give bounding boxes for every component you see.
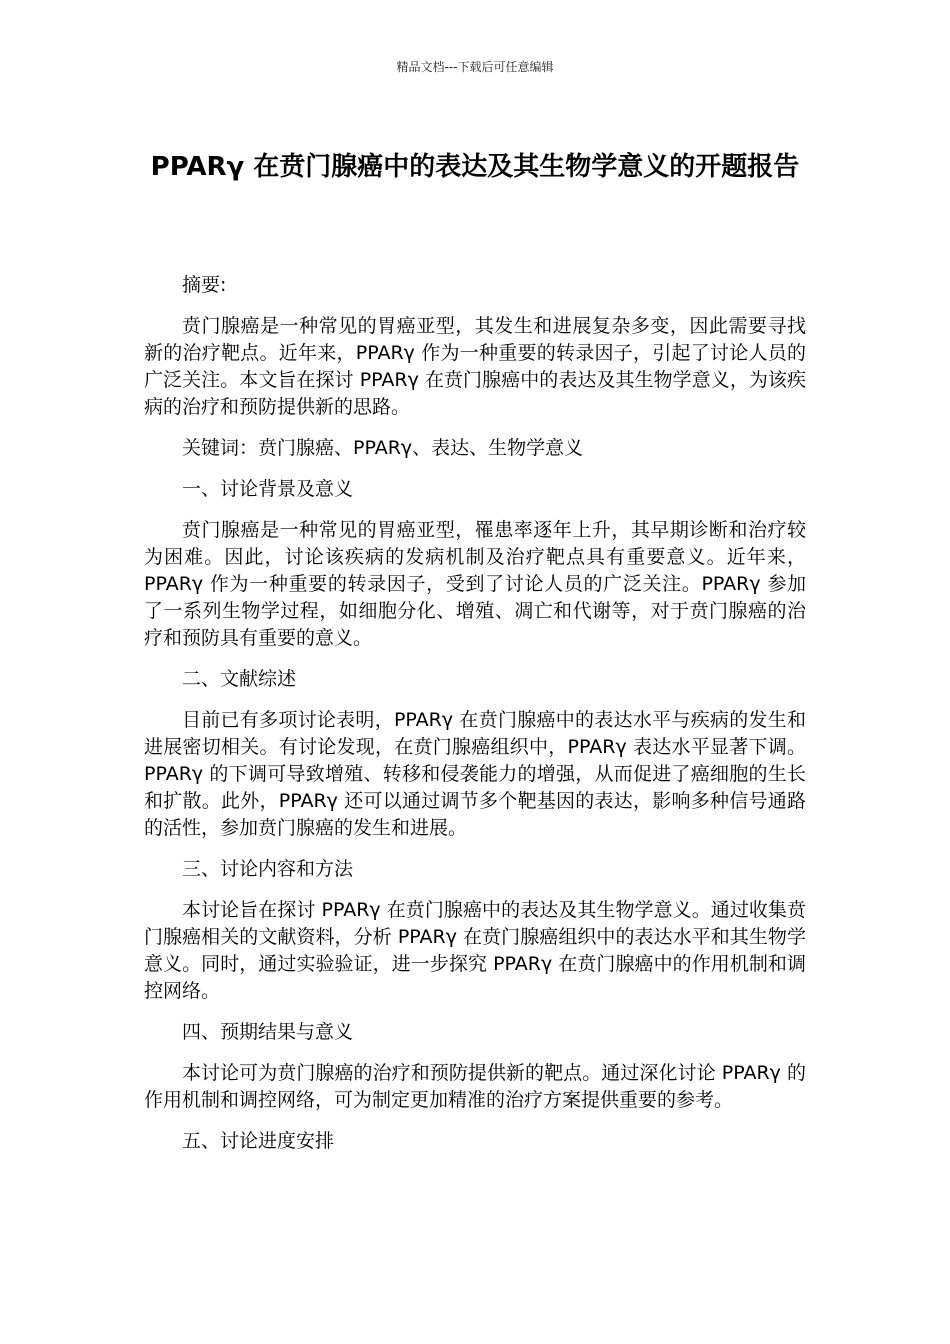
- section-paragraph-background: 贲门腺癌是一种常见的胃癌亚型，罹患率逐年上升，其早期诊断和治疗较为困难。因此，讨论该疾病的发病机制及治疗靶点具有重要意义。近年来，PPARγ 作为一种重要的转录因子，受到了讨论人员的广泛关注。PPARγ 参加了一系列生物学过程，如细胞分化、增殖、凋亡和代谢等，对于贲门腺癌的治疗和预防具有重要的意义。: [144, 519, 806, 649]
- section-heading-background: 一、讨论背景及意义: [182, 478, 354, 500]
- abstract-label: 摘要:: [182, 274, 227, 296]
- section-heading-content-methods: 三、讨论内容和方法: [182, 858, 354, 880]
- section-paragraph-content-methods: 本讨论旨在探讨 PPARγ 在贲门腺癌中的表达及其生物学意义。通过收集贲门腺癌相关的文献资料，分析 PPARγ 在贲门腺癌组织中的表达水平和其生物学意义。同时，通过实验验证，进一步探究 PPARγ 在贲门腺癌中的作用机制和调控网络。: [144, 899, 806, 1002]
- section-heading-literature-review: 二、文献综述: [182, 668, 297, 690]
- abstract-paragraph: 贲门腺癌是一种常见的胃癌亚型，其发生和进展复杂多变，因此需要寻找新的治疗靶点。近年来，PPARγ 作为一种重要的转录因子，引起了讨论人员的广泛关注。本文旨在探讨 PPARγ 在贲门腺癌中的表达及其生物学意义，为该疾病的治疗和预防提供新的思路。: [144, 315, 806, 418]
- section-paragraph-expected-results: 本讨论可为贲门腺癌的治疗和预防提供新的靶点。通过深化讨论 PPARγ 的作用机制和调控网络，可为制定更加精准的治疗方案提供重要的参考。: [144, 1062, 806, 1111]
- document-title: PPARγ 在贲门腺癌中的表达及其生物学意义的开题报告: [150, 152, 800, 182]
- section-heading-schedule: 五、讨论进度安排: [182, 1130, 335, 1152]
- header-note: 精品文档---下载后可任意编辑: [396, 60, 554, 74]
- keywords-line: 关键词：贲门腺癌、PPARγ、表达、生物学意义: [182, 437, 584, 459]
- section-paragraph-literature-review: 目前已有多项讨论表明，PPARγ 在贲门腺癌中的表达水平与疾病的发生和进展密切相关。有讨论发现，在贲门腺癌组织中，PPARγ 表达水平显著下调。PPARγ 的下调可导致增殖、转移和侵袭能力的增强，从而促进了癌细胞的生长和扩散。此外，PPARγ 还可以通过调节多个靶基因的表达，影响多种信号通路的活性，参加贲门腺癌的发生和进展。: [144, 709, 806, 839]
- section-heading-expected-results: 四、预期结果与意义: [182, 1021, 354, 1043]
- document-body: [144, 272, 806, 1169]
